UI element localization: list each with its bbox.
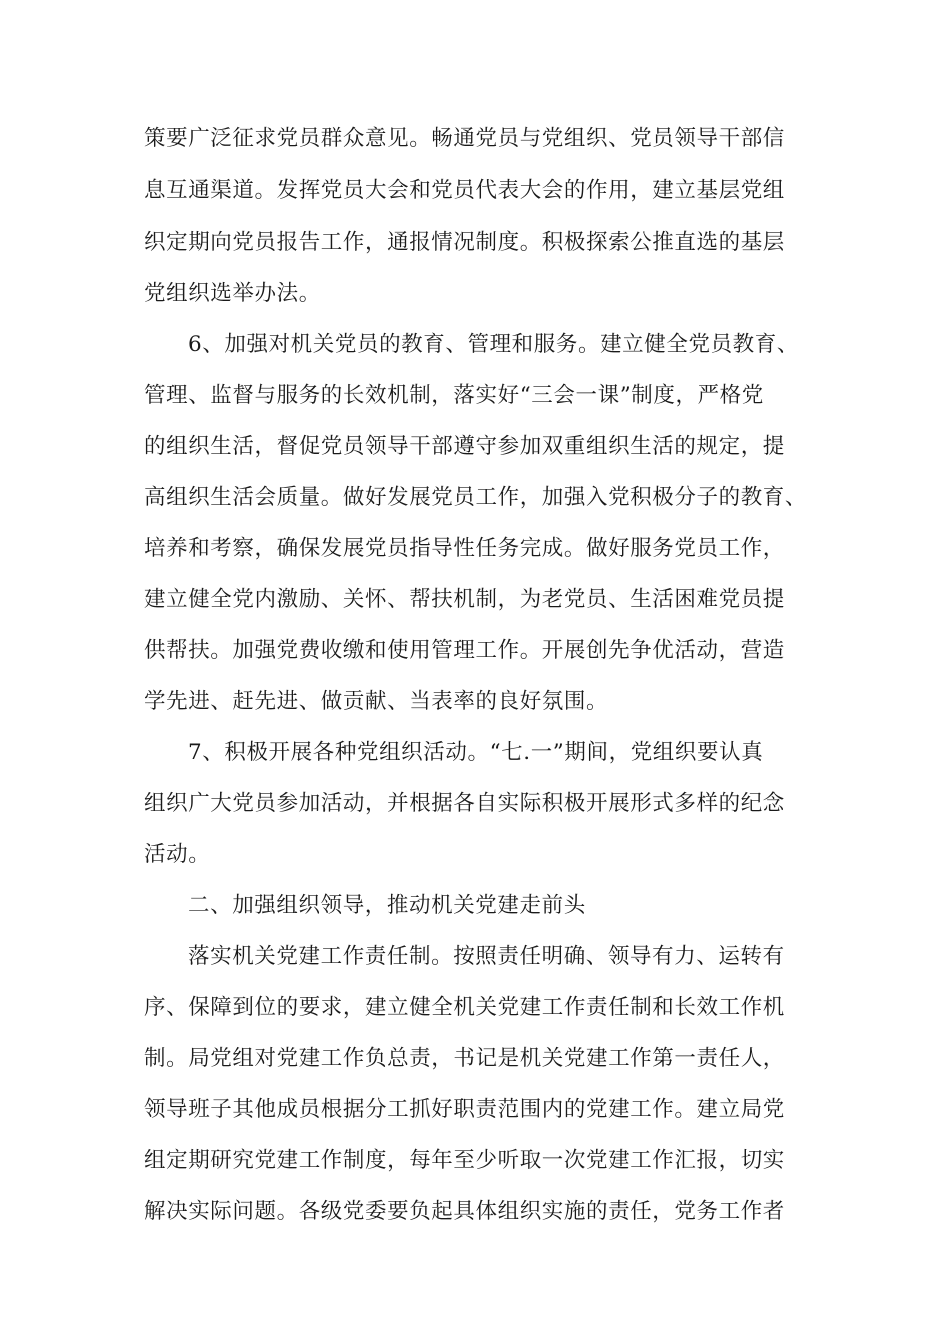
paragraph-start-line: 7、积极开展各种党组织活动。“七.一”期间，党组织要认真: [188, 740, 764, 765]
text-line: 序、保障到位的要求，建立健全机关党建工作责任制和长效工作机: [144, 995, 785, 1020]
text-line: 供帮扶。加强党费收缴和使用管理工作。开展创先争优活动，营造: [144, 638, 785, 663]
text-line: 制。局党组对党建工作负总责，书记是机关党建工作第一责任人，: [144, 1046, 785, 1071]
paragraph-start-line: 6、加强对机关党员的教育、管理和服务。建立健全党员教育、: [188, 332, 799, 357]
section-heading: 二、加强组织领导，推动机关党建走前头: [188, 893, 586, 918]
paragraph-start-line: 落实机关党建工作责任制。按照责任明确、领导有力、运转有: [188, 944, 785, 969]
text-line: 的组织生活，督促党员领导干部遵守参加双重组织生活的规定，提: [144, 434, 785, 459]
text-line: 学先进、赶先进、做贡献、当表率的良好氛围。: [144, 689, 609, 714]
text-line: 组定期研究党建工作制度，每年至少听取一次党建工作汇报，切实: [144, 1148, 785, 1173]
text-line: 管理、监督与服务的长效机制，落实好“三会一课”制度，严格党: [144, 383, 764, 408]
text-line: 活动。: [144, 842, 211, 867]
text-line: 解决实际问题。各级党委要负起具体组织实施的责任，党务工作者: [144, 1199, 785, 1224]
text-line: 党组织选举办法。: [144, 281, 321, 306]
text-line: 高组织生活会质量。做好发展党员工作，加强入党积极分子的教育、: [144, 485, 808, 510]
text-line: 建立健全党内激励、关怀、帮扶机制，为老党员、生活困难党员提: [144, 587, 785, 612]
text-line: 培养和考察，确保发展党员指导性任务完成。做好服务党员工作，: [144, 536, 785, 561]
text-line: 策要广泛征求党员群众意见。畅通党员与党组织、党员领导干部信: [144, 126, 785, 151]
text-line: 息互通渠道。发挥党员大会和党员代表大会的作用，建立基层党组: [144, 178, 785, 203]
text-line: 织定期向党员报告工作，通报情况制度。积极探索公推直选的基层: [144, 230, 785, 255]
text-line: 组织广大党员参加活动，并根据各自实际积极开展形式多样的纪念: [144, 791, 785, 816]
text-line: 领导班子其他成员根据分工抓好职责范围内的党建工作。建立局党: [144, 1097, 785, 1122]
